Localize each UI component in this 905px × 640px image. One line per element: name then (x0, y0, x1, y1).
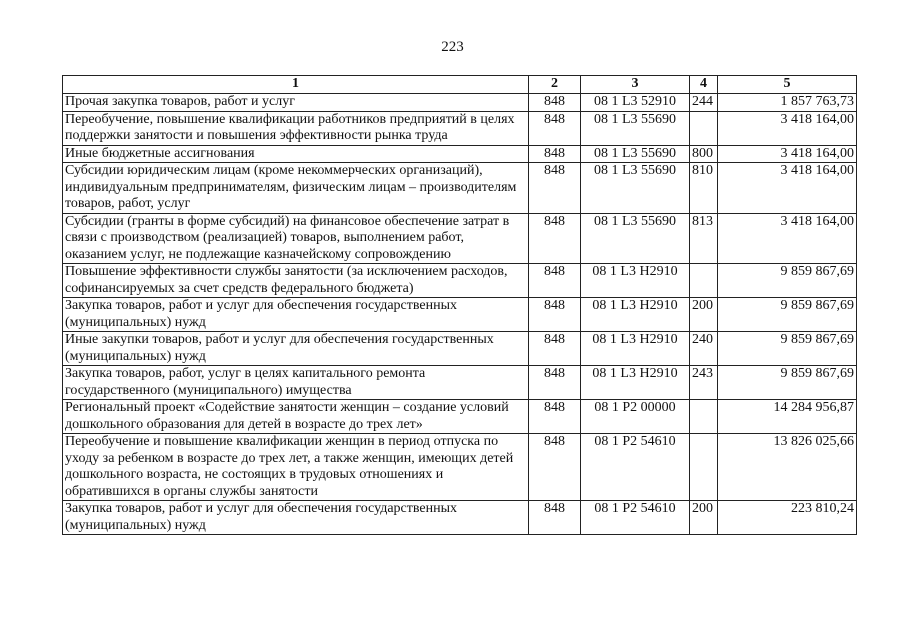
row-vr-code (690, 434, 718, 501)
row-amount: 9 859 867,69 (718, 332, 857, 366)
row-amount: 9 859 867,69 (718, 366, 857, 400)
row-name: Переобучение, повышение квалификации работников предприятий в целях поддержки занятости и повышения эффективности рынка труда (63, 111, 529, 145)
row-gr-code: 848 (529, 501, 581, 535)
row-vr-code: 810 (690, 163, 718, 214)
row-name: Закупка товаров, работ, услуг в целях капитального ремонта государственного (муниципального) имущества (63, 366, 529, 400)
table-row (63, 366, 857, 400)
row-vr-code (690, 111, 718, 145)
row-vr-code: 200 (690, 501, 718, 535)
row-csr-code: 08 1 L3 55690 (581, 111, 690, 145)
row-name: Иные закупки товаров, работ и услуг для обеспечения государственных (муниципальных) нужд (63, 332, 529, 366)
row-csr-code: 08 1 L3 H2910 (581, 298, 690, 332)
row-name: Субсидии юридическим лицам (кроме некоммерческих организаций), индивидуальным предпринимателям, физическим лицам – производителям товаров, работ, услуг (63, 163, 529, 214)
table-row (63, 145, 857, 163)
table-row (63, 264, 857, 298)
header-col-5: 5 (718, 76, 857, 94)
row-name: Переобучение и повышение квалификации женщин в период отпуска по уходу за ребенком в возрасте до трех лет, а также женщин, имеющих детей дошкольного возраста, не состоящих в трудовых отношениях и обратившихся в органы службы занятости (63, 434, 529, 501)
page-number: 223 (441, 39, 464, 55)
row-name: Иные бюджетные ассигнования (63, 145, 529, 163)
row-vr-code: 800 (690, 145, 718, 163)
row-amount: 1 857 763,73 (718, 94, 857, 112)
row-vr-code (690, 400, 718, 434)
row-gr-code: 848 (529, 163, 581, 214)
table-row (63, 400, 857, 434)
row-amount: 9 859 867,69 (718, 264, 857, 298)
row-csr-code: 08 1 P2 54610 (581, 434, 690, 501)
row-name: Региональный проект «Содействие занятости женщин – создание условий дошкольного образования для детей в возрасте до трех лет» (63, 400, 529, 434)
table-row (63, 213, 857, 264)
row-amount: 3 418 164,00 (718, 163, 857, 214)
row-amount: 13 826 025,66 (718, 434, 857, 501)
row-amount: 14 284 956,87 (718, 400, 857, 434)
row-gr-code: 848 (529, 94, 581, 112)
header-col-3: 3 (581, 76, 690, 94)
row-csr-code: 08 1 P2 00000 (581, 400, 690, 434)
table-row (63, 332, 857, 366)
row-csr-code: 08 1 L3 52910 (581, 94, 690, 112)
row-name: Прочая закупка товаров, работ и услуг (63, 94, 529, 112)
header-col-1: 1 (63, 76, 529, 94)
row-gr-code: 848 (529, 332, 581, 366)
row-vr-code: 813 (690, 213, 718, 264)
table-row (63, 94, 857, 112)
row-amount: 3 418 164,00 (718, 145, 857, 163)
row-vr-code: 244 (690, 94, 718, 112)
row-amount: 3 418 164,00 (718, 111, 857, 145)
budget-table (62, 75, 857, 535)
row-gr-code: 848 (529, 366, 581, 400)
row-name: Субсидии (гранты в форме субсидий) на финансовое обеспечение затрат в связи с производством (реализацией) товаров, выполнением работ, оказанием услуг, не подлежащие казначейскому сопровождению (63, 213, 529, 264)
row-csr-code: 08 1 L3 H2910 (581, 264, 690, 298)
header-col-2: 2 (529, 76, 581, 94)
row-gr-code: 848 (529, 298, 581, 332)
row-vr-code: 243 (690, 366, 718, 400)
row-name: Повышение эффективности службы занятости (за исключением расходов, софинансируемых за счет средств федерального бюджета) (63, 264, 529, 298)
row-gr-code: 848 (529, 264, 581, 298)
row-gr-code: 848 (529, 145, 581, 163)
row-amount: 223 810,24 (718, 501, 857, 535)
table-row (63, 111, 857, 145)
table-row (63, 434, 857, 501)
table-row (63, 501, 857, 535)
table-row (63, 298, 857, 332)
row-gr-code: 848 (529, 213, 581, 264)
row-vr-code: 240 (690, 332, 718, 366)
row-gr-code: 848 (529, 400, 581, 434)
row-gr-code: 848 (529, 434, 581, 501)
row-name: Закупка товаров, работ и услуг для обеспечения государственных (муниципальных) нужд (63, 501, 529, 535)
row-csr-code: 08 1 L3 H2910 (581, 332, 690, 366)
row-gr-code: 848 (529, 111, 581, 145)
row-csr-code: 08 1 L3 55690 (581, 145, 690, 163)
row-vr-code: 200 (690, 298, 718, 332)
row-csr-code: 08 1 L3 55690 (581, 213, 690, 264)
table-row (63, 163, 857, 214)
row-csr-code: 08 1 P2 54610 (581, 501, 690, 535)
row-amount: 9 859 867,69 (718, 298, 857, 332)
row-csr-code: 08 1 L3 55690 (581, 163, 690, 214)
header-row (63, 76, 857, 94)
header-col-4: 4 (690, 76, 718, 94)
row-csr-code: 08 1 L3 H2910 (581, 366, 690, 400)
row-name: Закупка товаров, работ и услуг для обеспечения государственных (муниципальных) нужд (63, 298, 529, 332)
row-amount: 3 418 164,00 (718, 213, 857, 264)
row-vr-code (690, 264, 718, 298)
